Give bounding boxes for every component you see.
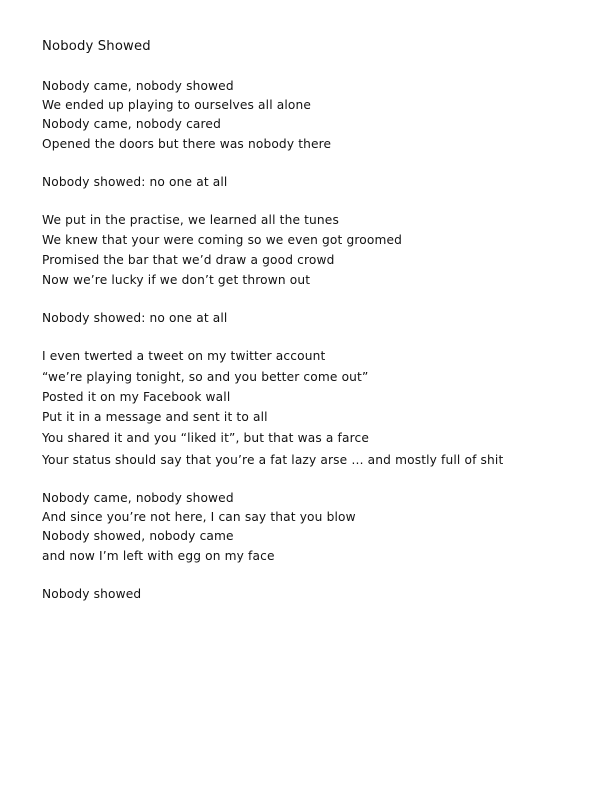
lyric-line: Now we’re lucky if we don’t get thrown out xyxy=(42,273,311,287)
lyric-line: Opened the doors but there was nobody there xyxy=(42,137,332,151)
song-title: Nobody Showed xyxy=(42,39,151,54)
lyric-line: Nobody came, nobody showed xyxy=(42,491,234,505)
lyric-line: Nobody came, nobody cared xyxy=(42,117,221,131)
lyric-line: You shared it and you “liked it”, but that was a farce xyxy=(42,431,369,445)
lyric-line: Nobody showed xyxy=(42,587,142,601)
lyric-line: We knew that your were coming so we even got groomed xyxy=(42,233,403,247)
lyric-line: Nobody showed: no one at all xyxy=(42,175,228,189)
lyric-line: and now I’m left with egg on my face xyxy=(42,549,275,563)
lyric-line: I even twerted a tweet on my twitter account xyxy=(42,349,326,363)
lyric-line: Promised the bar that we’d draw a good crowd xyxy=(42,253,335,267)
lyric-line: Nobody showed: no one at all xyxy=(42,311,228,325)
lyric-line: Posted it on my Facebook wall xyxy=(42,390,231,404)
lyric-line: Put it in a message and sent it to all xyxy=(42,410,268,424)
lyric-line: Nobody showed, nobody came xyxy=(42,529,234,543)
lyric-line: And since you’re not here, I can say that you blow xyxy=(42,510,356,524)
lyric-line: “we’re playing tonight, so and you better come out” xyxy=(42,370,369,384)
lyric-line: We put in the practise, we learned all the tunes xyxy=(42,213,339,227)
lyric-line: We ended up playing to ourselves all alone xyxy=(42,98,312,112)
lyric-line: Nobody came, nobody showed xyxy=(42,79,234,93)
lyric-line: Your status should say that you’re a fat lazy arse … and mostly full of shit xyxy=(42,453,504,467)
